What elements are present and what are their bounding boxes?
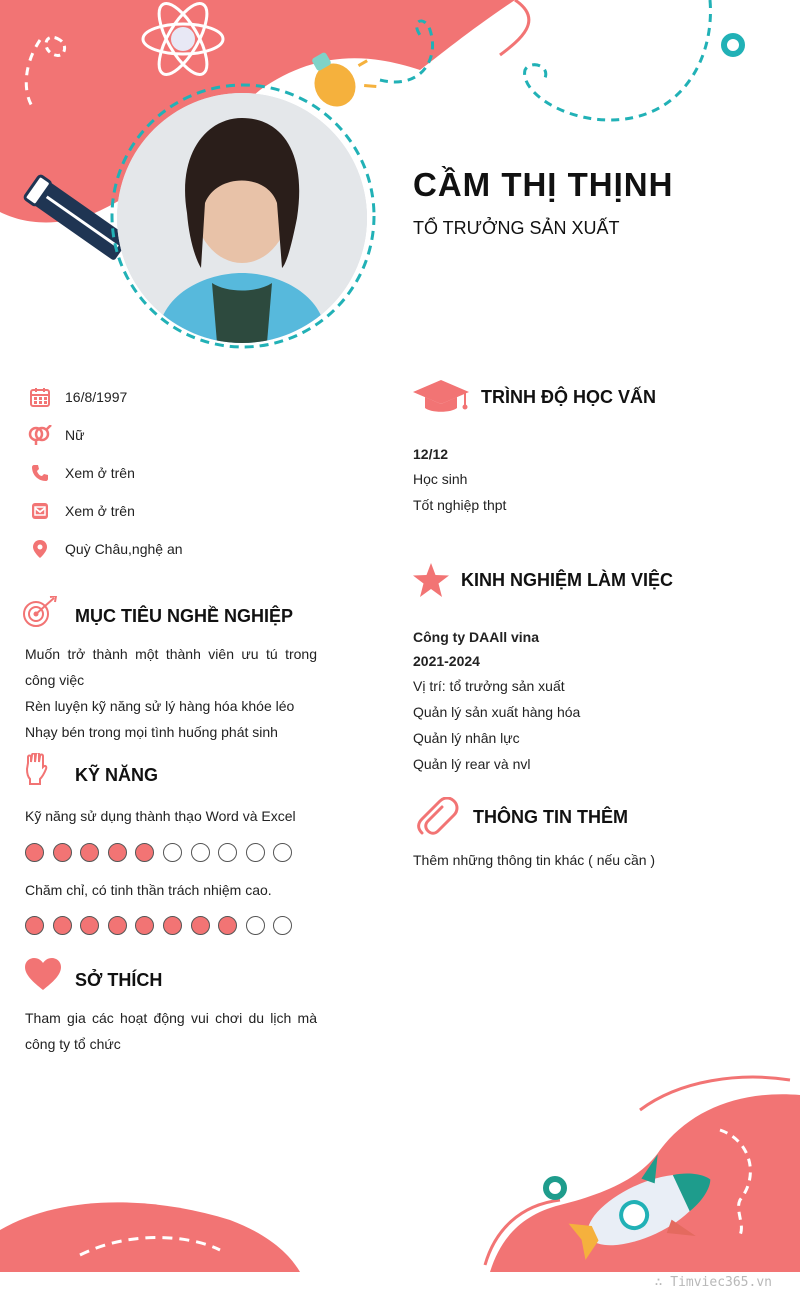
rating-dot-empty <box>163 843 182 862</box>
paperclip-icon <box>416 797 460 842</box>
profile-photo <box>117 93 367 343</box>
rating-dot-filled <box>108 843 127 862</box>
email-icon <box>28 499 52 523</box>
rating-dot-filled <box>135 843 154 862</box>
experience-line: Quản lý nhân lực <box>413 730 520 746</box>
skills-title: KỸ NĂNG <box>75 765 159 785</box>
info-gender <box>28 423 84 447</box>
rating-dot-filled <box>191 916 210 935</box>
target-icon <box>22 596 58 635</box>
info-phone <box>28 461 135 485</box>
dashed-curve-teal-2 <box>525 0 711 120</box>
gender-icon <box>28 423 52 447</box>
rating-dot-filled <box>80 916 99 935</box>
calendar-icon <box>28 385 52 409</box>
birthday-value: 16/8/1997 <box>65 389 128 405</box>
info-email <box>28 499 135 523</box>
skill-name: Kỹ năng sử dụng thành thạo Word và Excel <box>25 808 296 824</box>
experience-line: Vị trí: tổ trưởng sản xuất <box>413 678 565 694</box>
heart-icon <box>25 958 61 995</box>
extra-title: THÔNG TIN THÊM <box>473 807 628 827</box>
experience-line: Quản lý rear và nvl <box>413 756 531 772</box>
rating-dot-filled <box>80 843 99 862</box>
hobbies-title: SỞ THÍCH <box>75 970 163 990</box>
experience-company: Công ty DAAll vina <box>413 629 540 645</box>
skill-name: Chăm chỉ, có tinh thần trách nhiệm cao. <box>25 882 272 898</box>
education-title: TRÌNH ĐỘ HỌC VẤN <box>481 387 656 407</box>
objective-line: Rèn luyện kỹ năng sử lý hàng hóa khóe léo <box>25 698 295 714</box>
email-value: Xem ở trên <box>65 503 135 519</box>
rating-dot-empty <box>246 916 265 935</box>
rating-dot-filled <box>135 916 154 935</box>
skill-rating <box>25 916 292 935</box>
candidate-name: CẦM THỊ THỊNH <box>413 166 674 203</box>
address-value: Quỳ Châu,nghệ an <box>65 541 183 557</box>
experience-period: 2021-2024 <box>413 653 480 669</box>
teal-ring-bottom <box>546 1179 564 1197</box>
rating-dot-filled <box>25 916 44 935</box>
phone-icon <box>28 461 52 485</box>
top-blob-outline <box>500 0 529 55</box>
rating-dot-filled <box>108 916 127 935</box>
extra-text: Thêm những thông tin khác ( nếu cần ) <box>413 852 656 868</box>
star-icon <box>413 563 449 602</box>
teal-ring <box>724 36 742 54</box>
education-grade: 12/12 <box>413 446 449 462</box>
rating-dot-empty <box>273 843 292 862</box>
experience-line: Quản lý sản xuất hàng hóa <box>413 704 581 720</box>
rating-dot-empty <box>218 843 237 862</box>
rating-dot-filled <box>25 843 44 862</box>
rating-dot-empty <box>273 916 292 935</box>
location-pin-icon <box>28 537 52 561</box>
rating-dot-filled <box>53 843 72 862</box>
education-result: Tốt nghiệp thpt <box>413 497 507 513</box>
objective-title: MỤC TIÊU NGHỀ NGHIỆP <box>75 606 294 626</box>
gender-value: Nữ <box>65 427 85 443</box>
job-title: TỔ TRƯỞNG SẢN XUẤT <box>413 218 620 238</box>
graduation-cap-icon <box>413 380 469 419</box>
rating-dot-empty <box>191 843 210 862</box>
phone-value: Xem ở trên <box>65 465 135 481</box>
rating-dot-filled <box>53 916 72 935</box>
watermark: ∴ Timviec365.vn <box>654 1275 772 1290</box>
objective-line: Muốn trở thành một thành viên ưu tú trong công việc <box>25 646 317 688</box>
hand-icon <box>24 753 48 790</box>
rating-dot-filled <box>163 916 182 935</box>
education-role: Học sinh <box>413 471 468 487</box>
rating-dot-empty <box>246 843 265 862</box>
hobbies-text: Tham gia các hoạt động vui chơi du lịch mà công ty tổ chức <box>25 1010 317 1052</box>
objective-line: Nhạy bén trong mọi tình huống phát sinh <box>25 724 278 740</box>
info-birthday <box>28 385 127 409</box>
skill-rating <box>25 843 292 862</box>
info-address <box>28 537 183 561</box>
rating-dot-filled <box>218 916 237 935</box>
experience-title: KINH NGHIỆM LÀM VIỆC <box>461 570 674 590</box>
